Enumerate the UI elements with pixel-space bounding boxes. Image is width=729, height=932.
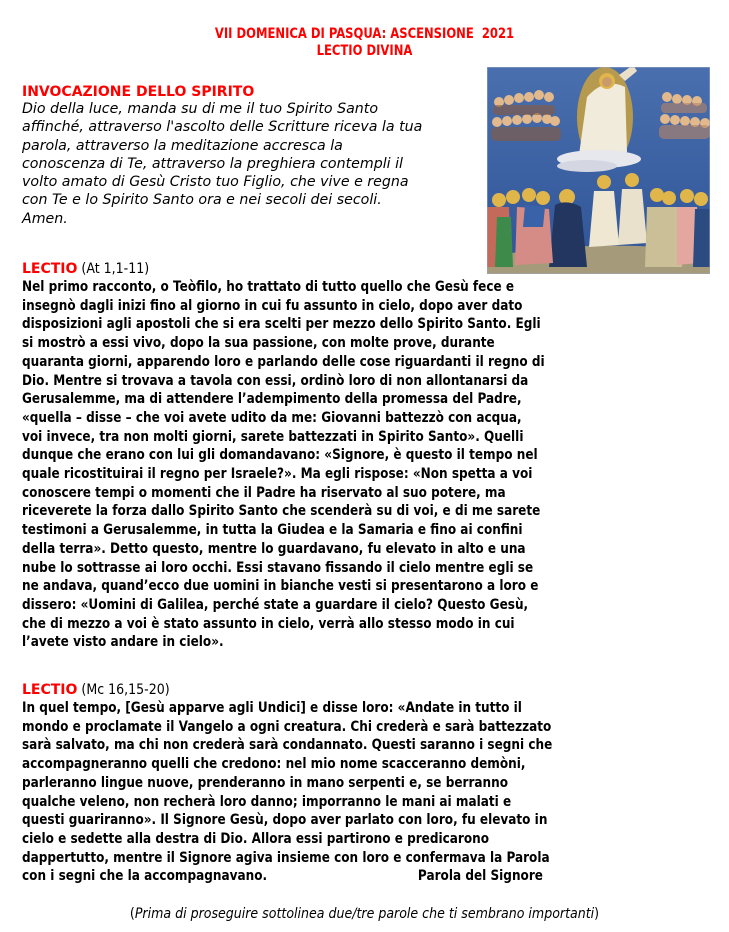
gospel-reading-heading [22, 681, 729, 699]
gospel-reading-text [22, 699, 703, 886]
open-paren: ( [129, 906, 135, 922]
invocation-heading: INVOCAZIONE DELLO SPIRITO [22, 84, 255, 100]
reading-line: Nel primo racconto, o Teòfilo, ho trattato di tutto quello che Gesù fece e [22, 279, 515, 295]
prayer-line: affinché, attraverso l'ascolto delle Scritture riceva la tua [22, 119, 423, 136]
reading-line: che di mezzo a voi è stato assunto in cielo, verrà allo stesso modo in cui [22, 615, 515, 632]
reading-line: quaranta giorni, apparendo loro e parlando delle cose riguardanti il regno di [22, 353, 545, 370]
reading-line-text: con i segni che la accompagnavano. [22, 868, 268, 885]
reading-line: conoscere tempi o momenti che il Padre ha riservato al suo potere, ma [22, 484, 506, 501]
prayer-line: parola, attraverso la meditazione accresca la [22, 137, 343, 154]
reading-last-line [22, 867, 703, 886]
reading-line: voi invece, tra non molti giorni, sarete battezzati in Spirito Santo». Quelli [22, 428, 524, 445]
reading-line: parleranno lingue nuove, prenderanno in mano serpenti e, se berranno [22, 774, 509, 791]
reading-line: accompagneranno quelli che credono: nel mio nome scacceranno demòni, [22, 756, 526, 773]
reading-line: insegnò dagli inizi fino al giorno in cui fu assunto in cielo, dopo aver dato [22, 297, 523, 314]
reading-line: si mostrò a essi vivo, dopo la sua passione, con molte prove, durante [22, 335, 495, 352]
lectio-label: LECTIO [22, 261, 78, 277]
reading-line: riceverete la forza dallo Spirito Santo che scenderà su di voi, e di me sarete [22, 503, 541, 520]
scripture-reference: (Mc 16,15-20) [77, 682, 170, 698]
reading-line: dunque che erano con lui gli domandavano: «Signore, è questo il tempo nel [22, 447, 538, 464]
reading-line: l’avete visto andare in cielo». [22, 634, 224, 651]
first-reading-section [22, 260, 729, 652]
reading-line: quale ricostituirai il regno per Israele?». Ma egli rispose: «Non spetta a voi [22, 466, 533, 483]
instruction-note: Prima di proseguire sottolinea due/tre parole che ti sembrano importanti [134, 906, 595, 922]
reading-line: nube lo sottrasse ai loro occhi. Essi stavano fissando il cielo mentre egli se [22, 559, 534, 576]
prayer-line: Dio della luce, manda su di me il tuo Spirito Santo [22, 101, 379, 117]
prayer-line: volto amato di Gesù Cristo tuo Figlio, che vive e regna [22, 174, 409, 191]
reading-line: «quella – disse – che voi avete udito da me: Giovanni battezzò con acqua, [22, 409, 522, 426]
close-paren: ) [594, 906, 600, 922]
page-title [29, 26, 700, 60]
closing-acclamation: Parola del Signore [417, 868, 543, 885]
reading-line: della terra». Detto questo, mentre lo guardavano, fu elevato in alto e una [22, 540, 526, 557]
prayer-line: Amen. [22, 210, 68, 227]
reading-line: qualche veleno, non recherà loro danno; imporranno le mani ai malati e [22, 793, 512, 810]
invocation-prayer [22, 100, 422, 228]
reading-line: dappertutto, mentre il Signore agiva insieme con loro e confermava la Parola [22, 849, 550, 866]
reading-line: Gerusalemme, ma di attendere l’adempimento della promessa del Padre, [22, 391, 522, 408]
first-reading-heading [22, 260, 729, 278]
ascension-fresco-image [487, 67, 710, 274]
reading-line: disposizioni agli apostoli che si era scelti per mezzo dello Spirito Santo. Egli [22, 316, 541, 333]
ascension-fresco-illustration [487, 67, 710, 274]
reading-line: testimoni a Gerusalemme, in tutta la Giudea e la Samaria e fino ai confini [22, 522, 523, 539]
first-reading-text [22, 278, 703, 652]
reading-line: Dio. Mentre si trovava a tavola con essi, ordinò loro di non allontanarsi da [22, 372, 529, 389]
title-line-1: VII DOMENICA DI PASQUA: ASCENSIONE 2021 [214, 26, 515, 42]
prayer-line: con Te e lo Spirito Santo ora e nei secoli dei secoli. [22, 192, 382, 209]
scripture-reference: (At 1,1-11) [77, 261, 150, 277]
footer-instruction [0, 906, 729, 922]
lectio-label: LECTIO [22, 682, 78, 698]
reading-line: sarà salvato, ma chi non crederà sarà condannato. Questi saranno i segni che [22, 737, 553, 754]
gospel-reading-section [22, 681, 729, 886]
invocation-section [22, 84, 422, 228]
reading-line: dissero: «Uomini di Galilea, perché state a guardare il cielo? Questo Gesù, [22, 596, 529, 613]
reading-line: questi guariranno». Il Signore Gesù, dopo aver parlato con loro, fu elevato in [22, 812, 548, 829]
reading-line: ne andava, quand’ecco due uomini in bianche vesti si presentarono a loro e [22, 578, 539, 595]
title-line-2: LECTIO DIVINA [316, 43, 413, 59]
reading-line: mondo e proclamate il Vangelo a ogni creatura. Chi crederà e sarà battezzato [22, 718, 552, 735]
reading-line: In quel tempo, [Gesù apparve agli Undici] e disse loro: «Andate in tutto il [22, 700, 522, 716]
reading-line: cielo e sedette alla destra di Dio. Allora essi partirono e predicarono [22, 830, 490, 847]
prayer-line: conoscenza di Te, attraverso la preghiera contempli il [22, 155, 404, 172]
